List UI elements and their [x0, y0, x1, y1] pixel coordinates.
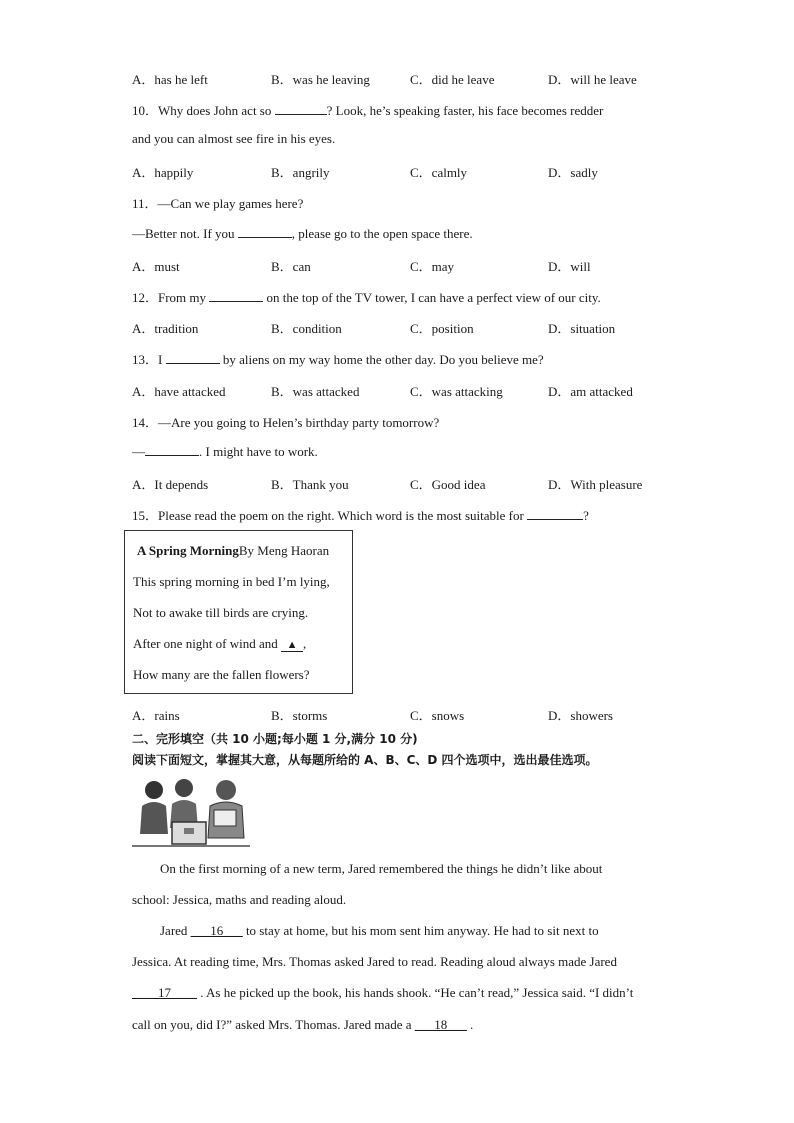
- q15-option-b: B．storms: [271, 708, 328, 723]
- q11-reply: —Better not. If you , please go to the open space there.: [132, 226, 473, 241]
- q11-stem: 11．—Can we play games here?: [132, 196, 304, 211]
- poem-line-1: This spring morning in bed I’m lying,: [133, 574, 330, 589]
- blank-16: ___16___: [190, 923, 243, 938]
- q13-option-d: D．am attacked: [548, 384, 633, 399]
- poem-box: [124, 530, 353, 694]
- q9-option-c: C．did he leave: [410, 72, 495, 87]
- poem-line-4: How many are the fallen flowers?: [133, 667, 310, 682]
- q13-option-c: C．was attacking: [410, 384, 503, 399]
- q11-option-c: C．may: [410, 259, 455, 274]
- q10-option-b: B．angrily: [271, 165, 330, 180]
- q12-option-d: D．situation: [548, 321, 616, 336]
- poem-title: A Spring Morning: [137, 543, 239, 558]
- q13-option-a: A．have attacked: [132, 384, 226, 399]
- q14-option-d: D．With pleasure: [548, 477, 643, 492]
- passage-p2-line2: Jessica. At reading time, Mrs. Thomas asked Jared to read. Reading aloud always made Jared: [132, 954, 617, 969]
- q9-option-a: A．has he left: [132, 72, 208, 87]
- q12-option-a: A．tradition: [132, 321, 199, 336]
- blank-17: ____17____: [132, 985, 197, 1000]
- q13-option-b: B．was attacked: [271, 384, 360, 399]
- q15-option-c: C．snows: [410, 708, 465, 723]
- section-heading: 二、完形填空（共 10 小题;每小题 1 分,满分 10 分): [132, 732, 418, 746]
- q14-reply: — . I might have to work.: [132, 444, 318, 459]
- q15-stem: 15．Please read the poem on the right. Which word is the most suitable for ?: [132, 508, 589, 523]
- q11-option-b: B．can: [271, 259, 311, 274]
- q14-option-c: C．Good idea: [410, 477, 486, 492]
- poem-line-3: After one night of wind and ▲ ,: [133, 636, 307, 651]
- q15-option-d: D．showers: [548, 708, 613, 723]
- q14-stem: 14．—Are you going to Helen’s birthday party tomorrow?: [132, 415, 440, 430]
- q13-stem: 13．I by aliens on my way home the other day. Do you believe me?: [132, 352, 544, 367]
- q10-stem: 10．Why does John act so ? Look, he’s speaking faster, his face becomes redder: [132, 103, 604, 118]
- poem-line-2: Not to awake till birds are crying.: [133, 605, 309, 620]
- q14-option-b: B．Thank you: [271, 477, 349, 492]
- q9-option-b: B．was he leaving: [271, 72, 370, 87]
- passage-p1-line1: On the first morning of a new term, Jared remembered the things he didn’t like about: [160, 861, 603, 876]
- poem-author: By Meng Haoran: [238, 543, 330, 558]
- q12-stem: 12．From my on the top of the TV tower, I can have a perfect view of our city.: [132, 290, 601, 305]
- passage-p2-line1: Jared ___16___ to stay at home, but his mom sent him anyway. He had to sit next to: [160, 923, 599, 938]
- q10-option-c: C．calmly: [410, 165, 468, 180]
- q9-option-d: D．will he leave: [548, 72, 637, 87]
- q11-option-d: D．will: [548, 259, 591, 274]
- blank-18: ___18___: [414, 1017, 467, 1032]
- passage-p2-line3: ____17____ . As he picked up the book, his hands shook. “He can’t read,” Jessica said. “I didn’t: [132, 985, 634, 1000]
- triangle-blank-icon: ▲: [281, 639, 303, 652]
- q12-option-b: B．condition: [271, 321, 342, 336]
- q15-option-a: A．rains: [132, 708, 180, 723]
- passage-p2-line4: call on you, did I?” asked Mrs. Thomas. Jared made a ___18___ .: [132, 1017, 474, 1032]
- classroom-illustration: [132, 776, 250, 852]
- q12-option-c: C．position: [410, 321, 474, 336]
- section-instruction: 阅读下面短文，掌握其大意，从每题所给的 A、B、C、D 四个选项中，选出最佳选项。: [132, 753, 598, 767]
- poem-heading: [137, 543, 329, 559]
- q14-option-a: A．It depends: [132, 477, 209, 492]
- q10-option-d: D．sadly: [548, 165, 598, 180]
- passage-p1-line2: school: Jessica, maths and reading aloud.: [132, 892, 347, 907]
- q11-option-a: A．must: [132, 259, 180, 274]
- q10-option-a: A．happily: [132, 165, 194, 180]
- q10-stem-cont: and you can almost see fire in his eyes.: [132, 131, 336, 146]
